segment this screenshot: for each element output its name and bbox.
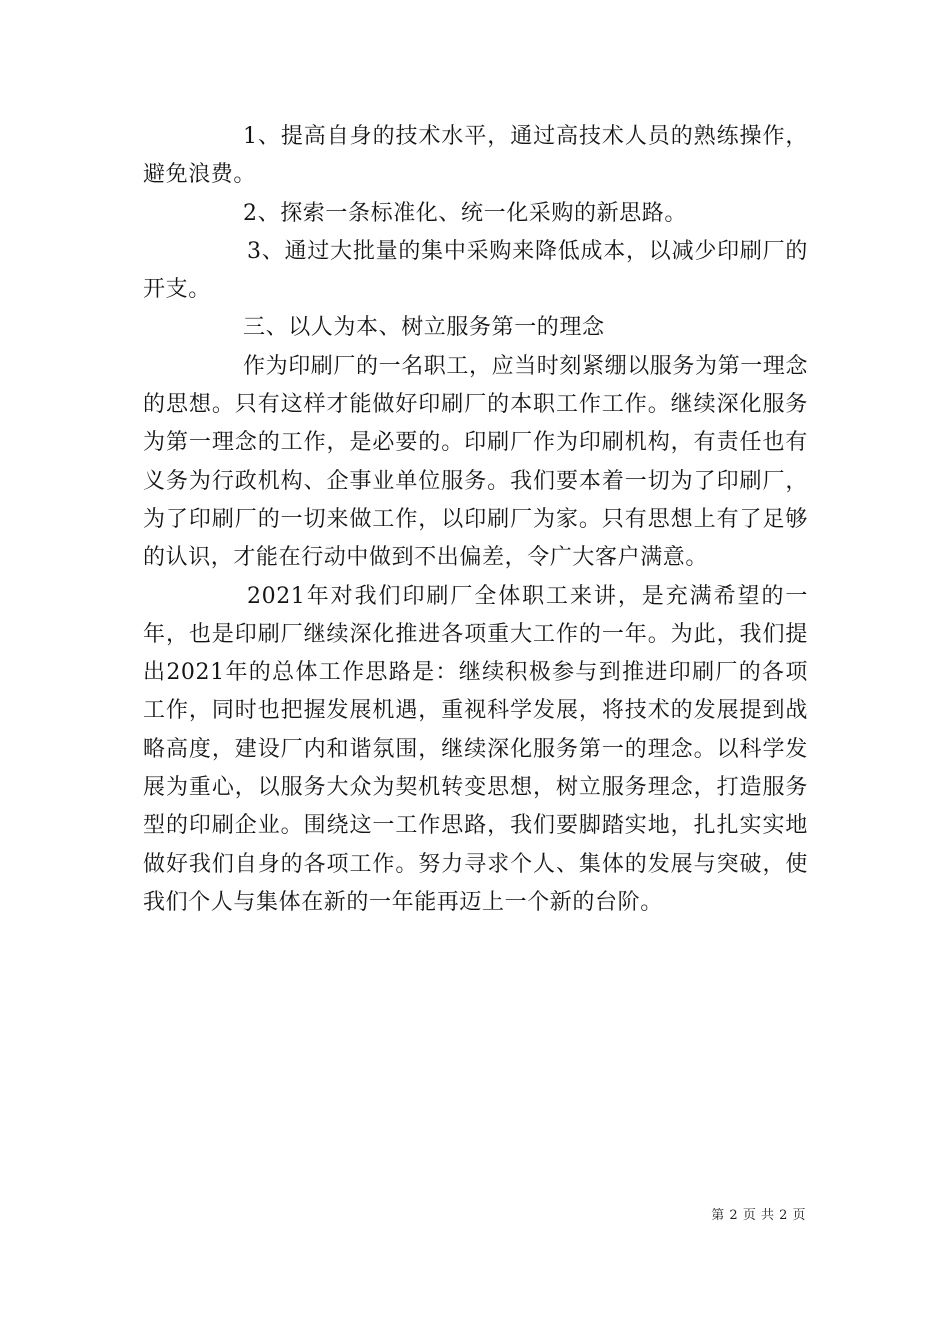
page-number-footer: 第 2 页 共 2 页 (711, 1208, 806, 1223)
section-paragraph: 作为印刷厂的一名职工，应当时刻紧绷以服务为第一理念的思想。只有这样才能做好印刷厂的本职工作工作。继续深化服务为第一理念的工作，是必要的。印刷厂作为印刷机构，有责任也有义务为行政机构、企事业单位服务。我们要本着一切为了印刷厂，为了印刷厂的一切来做工作，以印刷厂为家。只有思想上有了足够的认识，才能在行动中做到不出偏差，令广大客户满意。 (143, 353, 809, 571)
section-heading: 三、以人为本、树立服务第一的理念 (243, 315, 605, 341)
closing-paragraph: 2021年对我们印刷厂全体职工来讲，是充满希望的一年，也是印刷厂继续深化推进各项重大工作的一年。为此，我们提出2021年的总体工作思路是：继续积极参与到推进印刷厂的各项工作，同时也把握发展机遇，重视科学发展，将技术的发展提到战略高度，建设厂内和谐氛围，继续深化服务第一的理念。以科学发展为重心，以服务大众为契机转变思想，树立服务理念，打造服务型的印刷企业。围绕这一工作思路，我们要脚踏实地，扎扎实实地做好我们自身的各项工作。努力寻求个人、集体的发展与突破，使我们个人与集体在新的一年能再迈上一个新的台阶。 (143, 583, 808, 915)
list-item-1: 1、提高自身的技术水平，通过高技术人员的熟练操作，避免浪费。 (143, 124, 808, 188)
list-item-3: 3、通过大批量的集中采购来降低成本，以减少印刷厂的开支。 (143, 238, 808, 303)
document-body (143, 118, 808, 922)
list-item-2: 2、探索一条标准化、统一化采购的新思路。 (243, 200, 687, 226)
